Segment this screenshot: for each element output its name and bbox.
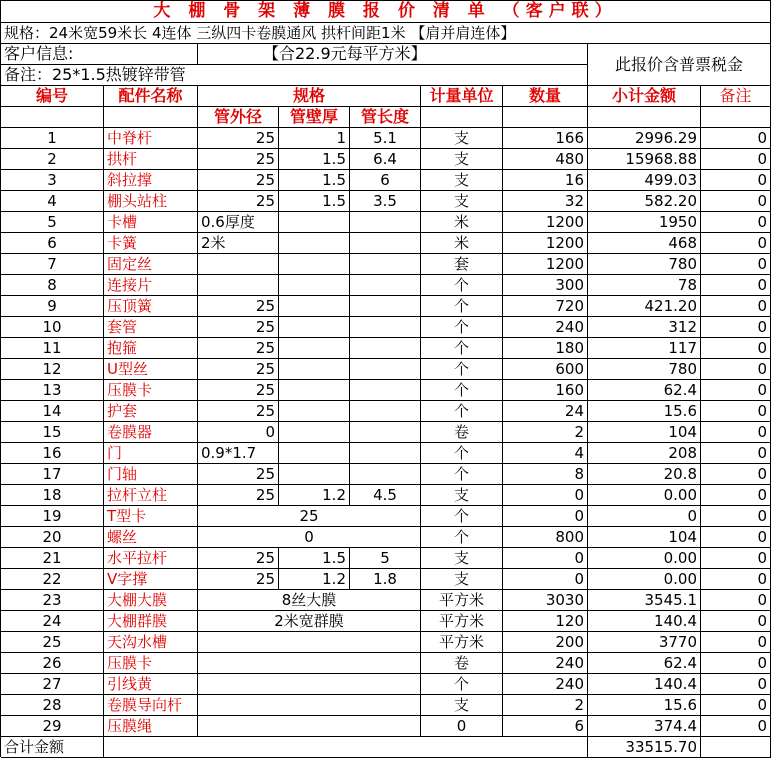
row-number: 23: [1, 590, 104, 611]
item-name: T型卡: [104, 506, 198, 527]
pipe-length: [350, 296, 421, 317]
unit: 卷: [421, 653, 503, 674]
header-pipe-length: 管长度: [350, 107, 421, 128]
outer-diameter: 25: [198, 128, 279, 149]
outer-diameter: 25: [198, 170, 279, 191]
quantity: 0: [503, 506, 588, 527]
header-no: 编号: [1, 86, 104, 107]
row-number: 12: [1, 359, 104, 380]
header-remark: 备注: [701, 86, 771, 107]
quantity: 0: [503, 569, 588, 590]
subtotal-amount: 0.00: [588, 485, 701, 506]
remark-value: 0: [701, 149, 771, 170]
row-number: 22: [1, 569, 104, 590]
pipe-length: [350, 359, 421, 380]
quote-title: 大 棚 骨 架 薄 膜 报 价 清 单 （客户联）: [1, 1, 771, 23]
remark-value: 0: [701, 485, 771, 506]
remark-value: 0: [701, 380, 771, 401]
wall-thickness: [279, 212, 350, 233]
quantity: 2: [503, 695, 588, 716]
item-name: 螺丝: [104, 527, 198, 548]
outer-diameter: 25: [198, 401, 279, 422]
subtotal-amount: 15.6: [588, 695, 701, 716]
quantity: 120: [503, 611, 588, 632]
spec-line: 规格：24米宽59米长 4连体 三纵四卡卷膜通风 拱杆间距1米 【肩并肩连体】: [1, 23, 771, 44]
subtotal-amount: 780: [588, 359, 701, 380]
subtotal-amount: 2996.29: [588, 128, 701, 149]
header-outer-diameter: 管外径: [198, 107, 279, 128]
unit: 个: [421, 296, 503, 317]
customer-info-label: 客户信息:: [1, 44, 198, 65]
row-number: 28: [1, 695, 104, 716]
outer-diameter: 25: [198, 338, 279, 359]
header-unit: 计量单位: [421, 86, 503, 107]
wall-thickness: [279, 359, 350, 380]
item-spec: 25: [198, 506, 421, 527]
quantity: 300: [503, 275, 588, 296]
quantity: 32: [503, 191, 588, 212]
quantity: 8: [503, 464, 588, 485]
item-name: 压膜卡: [104, 380, 198, 401]
subtotal-amount: 62.4: [588, 380, 701, 401]
header-wall-thickness: 管壁厚: [279, 107, 350, 128]
item-name: 卡簧: [104, 233, 198, 254]
pipe-length: [350, 254, 421, 275]
wall-thickness: [279, 233, 350, 254]
item-spec: [198, 716, 421, 737]
remark-value: 0: [701, 464, 771, 485]
row-number: 5: [1, 212, 104, 233]
item-name: 大棚大膜: [104, 590, 198, 611]
pipe-length: 1.8: [350, 569, 421, 590]
remark-value: 0: [701, 422, 771, 443]
item-name: 套管: [104, 317, 198, 338]
quantity: 480: [503, 149, 588, 170]
item-spec: [198, 674, 421, 695]
item-spec: 2米宽群膜: [198, 611, 421, 632]
subtotal-amount: 78: [588, 275, 701, 296]
pipe-length: [350, 464, 421, 485]
item-name: 卷膜导向杆: [104, 695, 198, 716]
item-name: 大棚群膜: [104, 611, 198, 632]
quantity: 6: [503, 716, 588, 737]
row-number: 17: [1, 464, 104, 485]
quantity: 600: [503, 359, 588, 380]
row-number: 9: [1, 296, 104, 317]
quantity: 180: [503, 338, 588, 359]
item-name: 中脊杆: [104, 128, 198, 149]
remark-value: 0: [701, 233, 771, 254]
outer-diameter: 0.6厚度: [198, 212, 279, 233]
item-name: U型丝: [104, 359, 198, 380]
row-number: 18: [1, 485, 104, 506]
unit: 个: [421, 443, 503, 464]
quantity: 800: [503, 527, 588, 548]
remark-value: 0: [701, 674, 771, 695]
subtotal-amount: 62.4: [588, 653, 701, 674]
remark-value: 0: [701, 170, 771, 191]
remark-value: 0: [701, 254, 771, 275]
item-name: 拱杆: [104, 149, 198, 170]
unit: 个: [421, 464, 503, 485]
unit: 个: [421, 527, 503, 548]
subheader-blank: [701, 107, 771, 128]
remark-value: 0: [701, 359, 771, 380]
unit: 个: [421, 506, 503, 527]
row-number: 19: [1, 506, 104, 527]
subheader-blank: [421, 107, 503, 128]
header-name: 配件名称: [104, 86, 198, 107]
row-number: 3: [1, 170, 104, 191]
outer-diameter: 25: [198, 317, 279, 338]
remark-value: 0: [701, 653, 771, 674]
subtotal-amount: 15.6: [588, 401, 701, 422]
pipe-length: 5.1: [350, 128, 421, 149]
subheader-blank: [588, 107, 701, 128]
wall-thickness: [279, 380, 350, 401]
unit: 支: [421, 548, 503, 569]
remark-value: 0: [701, 695, 771, 716]
row-number: 21: [1, 548, 104, 569]
pipe-length: 6: [350, 170, 421, 191]
wall-thickness: [279, 338, 350, 359]
item-name: 天沟水槽: [104, 632, 198, 653]
unit: 0: [421, 716, 503, 737]
outer-diameter: 2米: [198, 233, 279, 254]
outer-diameter: 25: [198, 548, 279, 569]
wall-thickness: 1: [279, 128, 350, 149]
unit: 支: [421, 191, 503, 212]
row-number: 4: [1, 191, 104, 212]
subtotal-amount: 140.4: [588, 674, 701, 695]
unit: 个: [421, 380, 503, 401]
unit: 支: [421, 485, 503, 506]
pipe-length: [350, 317, 421, 338]
header-subtotal: 小计金额: [588, 86, 701, 107]
item-name: 压膜绳: [104, 716, 198, 737]
remark-line: 备注：25*1.5热镀锌带管: [1, 65, 588, 86]
pipe-length: 3.5: [350, 191, 421, 212]
remark-value: 0: [701, 317, 771, 338]
item-name: 棚头站柱: [104, 191, 198, 212]
unit: 支: [421, 149, 503, 170]
outer-diameter: 25: [198, 191, 279, 212]
row-number: 10: [1, 317, 104, 338]
quantity: 166: [503, 128, 588, 149]
quantity: 240: [503, 653, 588, 674]
subtotal-amount: 0.00: [588, 569, 701, 590]
unit: 支: [421, 695, 503, 716]
item-name: 固定丝: [104, 254, 198, 275]
outer-diameter: [198, 275, 279, 296]
wall-thickness: [279, 296, 350, 317]
subtotal-amount: 117: [588, 338, 701, 359]
subtotal-amount: 104: [588, 422, 701, 443]
item-name: 门轴: [104, 464, 198, 485]
subtotal-amount: 374.4: [588, 716, 701, 737]
outer-diameter: 0.9*1.7: [198, 443, 279, 464]
wall-thickness: [279, 254, 350, 275]
item-spec: 0: [198, 527, 421, 548]
wall-thickness: 1.5: [279, 149, 350, 170]
total-blank: [104, 737, 588, 758]
outer-diameter: 25: [198, 464, 279, 485]
unit: 平方米: [421, 632, 503, 653]
item-name: 压顶簧: [104, 296, 198, 317]
quantity: 1200: [503, 254, 588, 275]
remark-value: 0: [701, 632, 771, 653]
item-name: 抱箍: [104, 338, 198, 359]
unit: 支: [421, 569, 503, 590]
item-name: 卷膜器: [104, 422, 198, 443]
unit: 卷: [421, 422, 503, 443]
header-qty: 数量: [503, 86, 588, 107]
pipe-length: [350, 422, 421, 443]
item-name: 卡槽: [104, 212, 198, 233]
remark-value: 0: [701, 275, 771, 296]
header-spec: 规格: [198, 86, 421, 107]
wall-thickness: [279, 275, 350, 296]
row-number: 20: [1, 527, 104, 548]
quantity: 3030: [503, 590, 588, 611]
subtotal-amount: 0: [588, 506, 701, 527]
item-name: 斜拉撑: [104, 170, 198, 191]
remark-value: 0: [701, 443, 771, 464]
item-spec: 8丝大膜: [198, 590, 421, 611]
pipe-length: 4.5: [350, 485, 421, 506]
item-name: 拉杆立柱: [104, 485, 198, 506]
total-remark-blank: [701, 737, 771, 758]
item-spec: [198, 632, 421, 653]
quantity: 4: [503, 443, 588, 464]
unit: 个: [421, 317, 503, 338]
wall-thickness: 1.2: [279, 485, 350, 506]
pipe-length: [350, 443, 421, 464]
remark-value: 0: [701, 212, 771, 233]
row-number: 24: [1, 611, 104, 632]
row-number: 26: [1, 653, 104, 674]
subtotal-amount: 208: [588, 443, 701, 464]
remark-value: 0: [701, 338, 771, 359]
item-name: 水平拉杆: [104, 548, 198, 569]
remark-value: 0: [701, 716, 771, 737]
pipe-length: [350, 275, 421, 296]
row-number: 25: [1, 632, 104, 653]
unit: 平方米: [421, 611, 503, 632]
pipe-length: [350, 233, 421, 254]
wall-thickness: [279, 464, 350, 485]
wall-thickness: 1.5: [279, 191, 350, 212]
quantity: 0: [503, 485, 588, 506]
quantity: 1200: [503, 212, 588, 233]
row-number: 2: [1, 149, 104, 170]
pipe-length: [350, 401, 421, 422]
total-amount: 33515.70: [588, 737, 701, 758]
wall-thickness: 1.5: [279, 548, 350, 569]
outer-diameter: 25: [198, 380, 279, 401]
subtotal-amount: 20.8: [588, 464, 701, 485]
remark-value: 0: [701, 590, 771, 611]
item-spec: [198, 653, 421, 674]
unit: 米: [421, 233, 503, 254]
total-label: 合计金额: [1, 737, 104, 758]
outer-diameter: 0: [198, 422, 279, 443]
remark-value: 0: [701, 527, 771, 548]
quantity: 1200: [503, 233, 588, 254]
subtotal-amount: 312: [588, 317, 701, 338]
subtotal-amount: 499.03: [588, 170, 701, 191]
outer-diameter: 25: [198, 359, 279, 380]
row-number: 16: [1, 443, 104, 464]
remark-value: 0: [701, 191, 771, 212]
row-number: 8: [1, 275, 104, 296]
quantity: 240: [503, 674, 588, 695]
subheader-blank: [1, 107, 104, 128]
quantity: 0: [503, 548, 588, 569]
pipe-length: 6.4: [350, 149, 421, 170]
remark-value: 0: [701, 611, 771, 632]
outer-diameter: 25: [198, 485, 279, 506]
remark-value: 0: [701, 128, 771, 149]
quantity: 720: [503, 296, 588, 317]
subtotal-amount: 582.20: [588, 191, 701, 212]
subheader-blank: [104, 107, 198, 128]
pipe-length: [350, 380, 421, 401]
wall-thickness: [279, 401, 350, 422]
pipe-length: [350, 338, 421, 359]
unit: 米: [421, 212, 503, 233]
subtotal-amount: 3545.1: [588, 590, 701, 611]
wall-thickness: 1.2: [279, 569, 350, 590]
unit: 个: [421, 359, 503, 380]
subtotal-amount: 140.4: [588, 611, 701, 632]
item-name: 门: [104, 443, 198, 464]
item-spec: [198, 695, 421, 716]
price-per-sqm: 【合22.9元每平方米】: [198, 44, 588, 65]
unit: 个: [421, 674, 503, 695]
wall-thickness: [279, 443, 350, 464]
subtotal-amount: 3770: [588, 632, 701, 653]
unit: 套: [421, 254, 503, 275]
item-name: 连接片: [104, 275, 198, 296]
wall-thickness: [279, 317, 350, 338]
item-name: 护套: [104, 401, 198, 422]
remark-value: 0: [701, 569, 771, 590]
row-number: 11: [1, 338, 104, 359]
subtotal-amount: 0.00: [588, 548, 701, 569]
unit: 平方米: [421, 590, 503, 611]
remark-value: 0: [701, 401, 771, 422]
quantity: 16: [503, 170, 588, 191]
remark-value: 0: [701, 506, 771, 527]
row-number: 29: [1, 716, 104, 737]
pipe-length: 5: [350, 548, 421, 569]
subtotal-amount: 468: [588, 233, 701, 254]
quantity: 24: [503, 401, 588, 422]
row-number: 14: [1, 401, 104, 422]
unit: 个: [421, 275, 503, 296]
quantity: 160: [503, 380, 588, 401]
outer-diameter: 25: [198, 569, 279, 590]
subtotal-amount: 1950: [588, 212, 701, 233]
item-name: 压膜卡: [104, 653, 198, 674]
quantity: 200: [503, 632, 588, 653]
unit: 个: [421, 401, 503, 422]
item-name: V字撑: [104, 569, 198, 590]
unit: 个: [421, 338, 503, 359]
remark-value: 0: [701, 548, 771, 569]
subtotal-amount: 15968.88: [588, 149, 701, 170]
row-number: 6: [1, 233, 104, 254]
unit: 支: [421, 170, 503, 191]
outer-diameter: 25: [198, 149, 279, 170]
subtotal-amount: 104: [588, 527, 701, 548]
row-number: 13: [1, 380, 104, 401]
row-number: 7: [1, 254, 104, 275]
outer-diameter: 25: [198, 296, 279, 317]
quantity: 240: [503, 317, 588, 338]
pipe-length: [350, 212, 421, 233]
subheader-blank: [503, 107, 588, 128]
quantity: 2: [503, 422, 588, 443]
wall-thickness: [279, 422, 350, 443]
outer-diameter: [198, 254, 279, 275]
row-number: 1: [1, 128, 104, 149]
unit: 支: [421, 128, 503, 149]
row-number: 27: [1, 674, 104, 695]
wall-thickness: 1.5: [279, 170, 350, 191]
subtotal-amount: 780: [588, 254, 701, 275]
tax-note: 此报价含普票税金: [588, 44, 771, 86]
row-number: 15: [1, 422, 104, 443]
remark-value: 0: [701, 296, 771, 317]
subtotal-amount: 421.20: [588, 296, 701, 317]
item-name: 引线黄: [104, 674, 198, 695]
